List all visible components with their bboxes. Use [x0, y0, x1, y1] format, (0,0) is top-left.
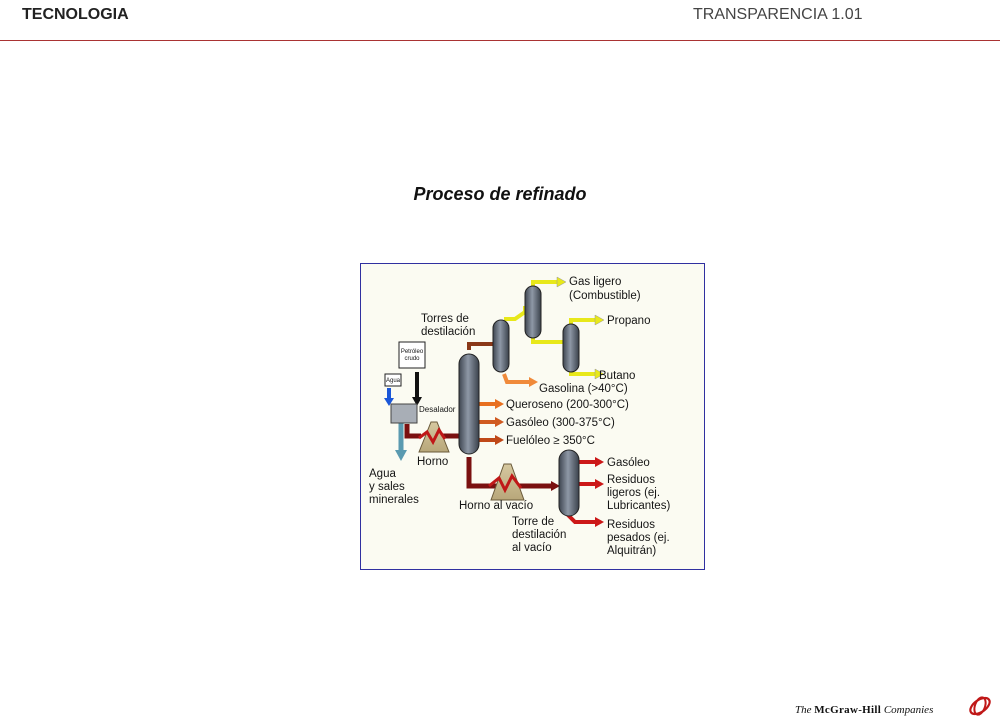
gasoleo-label: Gasóleo (300-375°C) [506, 417, 615, 429]
crude-oil-box [399, 342, 425, 368]
torre-vacio-label-1: Torre de [512, 516, 555, 528]
refining-process-diagram [360, 263, 705, 570]
residuos-ligeros-label-3: Lubricantes) [607, 500, 671, 512]
slide-number-label: TRANSPARENCIA 1.01 [693, 6, 863, 23]
column-2 [525, 286, 541, 338]
combustible-label: (Combustible) [569, 290, 641, 302]
torres-label-1: Torres de [421, 313, 469, 325]
subject-label: TECNOLOGIA [22, 6, 129, 23]
gas-line-1 [504, 306, 525, 319]
butano-label: Butano [599, 370, 636, 382]
vacuum-distillation-tower [559, 450, 579, 516]
agua-out-label-3: minerales [369, 494, 419, 506]
torres-label-2: destilación [421, 326, 476, 338]
header-rule [0, 40, 1000, 41]
gasoleo-arrowhead [495, 417, 504, 427]
footer-the: The [795, 704, 812, 716]
gas-ligero-arrowhead [557, 277, 566, 287]
propano-arrowhead [595, 315, 604, 325]
publisher-logo-icon [965, 694, 995, 718]
page-title: Proceso de refinado [413, 184, 587, 204]
torre-vacio-label-3: al vacío [512, 542, 552, 554]
residuos-pesados-label-2: pesados (ej. [607, 532, 670, 544]
footer-brand: McGraw-Hill [814, 704, 882, 716]
queroseno-arrowhead [495, 399, 504, 409]
residuos-pesados-label-1: Residuos [607, 519, 655, 531]
column-1 [493, 320, 509, 372]
agua-out-label-1: Agua [369, 468, 396, 480]
gasolina-line [504, 374, 531, 382]
propano-label: Propano [607, 315, 651, 327]
desalter [391, 404, 417, 423]
torre-vacio-label-2: destilación [512, 529, 567, 541]
horno-vacio-label: Horno al vacío [459, 500, 534, 512]
gasoleo-vacio-label: Gasóleo [607, 457, 650, 469]
queroseno-label: Queroseno (200-300°C) [506, 399, 629, 411]
main-distillation-tower [459, 354, 479, 454]
fueloleo-label: Fuelóleo ≥ 350°C [506, 435, 595, 447]
vac-ligeros-arrowhead [595, 479, 604, 489]
column-3 [563, 324, 579, 372]
gasolina-arrowhead [529, 377, 538, 387]
agua-in-label: Agua [385, 378, 401, 384]
petroleo-label-1: Petróleo [400, 349, 424, 355]
gas-ligero-label: Gas ligero [569, 276, 622, 288]
publisher-wordmark [795, 704, 933, 716]
vac-pesados-arrowhead [595, 517, 604, 527]
petroleo-label-2: crudo [404, 356, 420, 362]
residuos-ligeros-label-1: Residuos [607, 474, 655, 486]
horno-label: Horno [417, 456, 449, 468]
gasolina-label: Gasolina (>40°C) [539, 383, 628, 395]
residuos-pesados-label-3: Alquitrán) [607, 545, 657, 557]
desalador-label: Desalador [419, 405, 456, 414]
fueloleo-arrowhead [495, 435, 504, 445]
agua-out-label-2: y sales [369, 481, 405, 493]
footer-companies: Companies [883, 704, 934, 716]
residuos-ligeros-label-2: ligeros (ej. [607, 487, 661, 499]
vac-gasoleo-arrowhead [595, 457, 604, 467]
water-out-arrowhead [395, 450, 407, 461]
